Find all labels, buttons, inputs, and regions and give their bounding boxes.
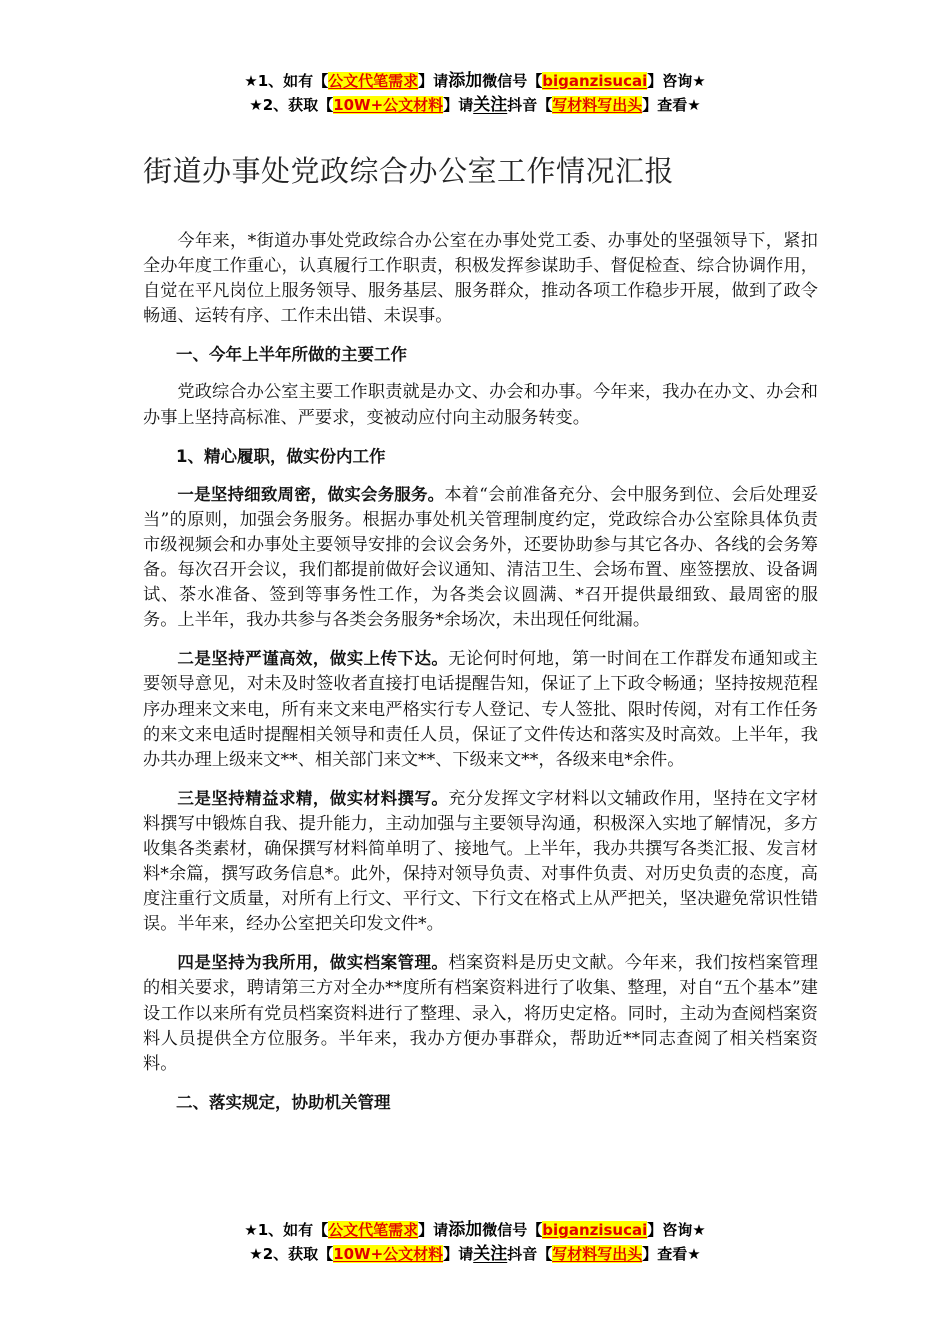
douyin-account-highlight: 写材料写出头 [552,96,643,114]
promo-emphasis: 关注 [473,95,508,115]
promo-line-1 [0,69,950,93]
promo-text: 】请 [418,72,449,90]
promo-text: 抖音【 [507,1245,553,1263]
promo-text: ★1、如有【 [244,72,329,90]
promo-text: 】查看★ [642,96,701,114]
promo-emphasis: 添加 [448,1220,483,1240]
promo-line-1 [0,1218,950,1242]
promo-highlight: 公文代笔需求 [328,72,419,90]
subsection-heading-1: 1、精心履职，做实份内工作 [176,446,386,466]
promo-text: 抖音【 [507,96,553,114]
item-text: 档案资料是历史文献。今年来，我们按档案管理的相关要求，聘请第三方对全办**度所有档案资料进行了收集、整理，对自“五个基本”建设工作以来所有党员档案资料进行了整理、录入，将历史定格。同时，主动为查阅档案资料人员提供全方位服务。半年来，我办方便办事群众，帮助近**同志查阅了相关档案资料。 [143,953,818,1074]
item-paragraph-4 [143,950,818,1076]
intro-paragraph: 今年来，*街道办事处党政综合办公室在办事处党工委、办事处的坚强领导下，紧扣全办年度工作重心，认真履行工作职责，积极发挥参谋助手、督促检查、综合协调作用，自觉在平凡岗位上服务领导、服务基层、服务群众，推动各项工作稳步开展，做到了政令畅通、运转有序、工作未出错、未误事。 [143,231,818,327]
section-intro-paragraph: 党政综合办公室主要工作职责就是办文、办会和办事。今年来，我办在办文、办会和办事上坚持高标准、严要求，变被动应付向主动服务转变。 [143,382,818,428]
document-body [143,229,818,1128]
promo-text: 】咨询★ [647,72,706,90]
promo-banner-top [0,69,950,117]
section-heading-1: 一、今年上半年所做的主要工作 [176,345,407,365]
promo-text: 】请 [418,1221,449,1239]
item-text: 充分发挥文字材料以文辅政作用，坚持在文字材料撰写中锻炼自我、提升能力，主动加强与主要领导沟通，积极深入实地了解情况，多方收集各类素材，确保撰写材料简单明了、接地气。上半年，我办共撰写各类汇报、发言材料*余篇，撰写政务信息*。此外，保持对领导负责、对事件负责、对历史负责的态度，高度注重行文质量，对所有上行文、平行文、下行文在格式上从严把关，坚决避免常识性错误。半年来，经办公室把关印发文件*。 [143,788,818,935]
promo-emphasis: 关注 [473,1244,508,1264]
promo-highlight: 10W+公文材料 [333,1245,444,1263]
item-text: 本着“会前准备充分、会中服务到位、会后处理妥当”的原则，加强会务服务。根据办事处机关管理制度约定，党政综合办公室除具体负责市级视频会和办事处主要领导安排的会议会务外，还要协助参与其它各办、各线的会务筹备。每次召开会议，我们都提前做好会议通知、清洁卫生、会场布置、座签摆放、设备调试、茶水准备、签到等事务性工作，为各类会议圆满、*召开提供最细致、最周密的服务。上半年，我办共参与各类会务服务*余场次，未出现任何纰漏。 [143,484,819,631]
item-lead: 三是坚持精益求精，做实材料撰写。 [177,788,449,808]
item-lead: 四是坚持为我所用，做实档案管理。 [177,953,449,973]
douyin-account-highlight: 写材料写出头 [552,1245,643,1263]
promo-line-2 [0,1242,950,1266]
section-heading-2: 二、落实规定，协助机关管理 [176,1092,391,1112]
promo-emphasis: 添加 [448,71,483,91]
promo-text: ★1、如有【 [244,1221,329,1239]
document-title: 街道办事处党政综合办公室工作情况汇报 [143,154,675,188]
promo-highlight: 公文代笔需求 [328,1221,419,1239]
item-paragraph-1 [143,482,818,634]
item-lead: 二是坚持严谨高效，做实上传下达。 [177,649,449,669]
wechat-id-highlight: biganzisucai [542,1221,648,1239]
promo-text: 】请 [443,1245,474,1263]
wechat-id-highlight: biganzisucai [542,72,648,90]
promo-text: 微信号【 [482,72,543,90]
promo-text: 微信号【 [482,1221,543,1239]
promo-text: 】请 [443,96,474,114]
item-lead: 一是坚持细致周密，做实会务服务。 [177,484,445,504]
promo-text: ★2、获取【 [249,1245,334,1263]
promo-text: ★2、获取【 [249,96,334,114]
promo-banner-bottom [0,1218,950,1266]
promo-text: 】查看★ [642,1245,701,1263]
item-paragraph-3 [143,786,818,938]
item-text: 无论何时何地，第一时间在工作群发布通知或主要领导意见，对未及时签收者直接打电话提醒告知，保证了上下政令畅通；坚持按规范程序办理来文来电，所有来文来电严格实行专人登记、专人签批、限时传阅，对有工作任务的来文来电适时提醒相关领导和责任人员，保证了文件传达和落实及时高效。上半年，我办共办理上级来文**、相关部门来文**、下级来文**，各级来电*余件。 [143,649,818,770]
promo-text: 】咨询★ [647,1221,706,1239]
promo-highlight: 10W+公文材料 [333,96,444,114]
item-paragraph-2 [143,646,818,772]
promo-line-2 [0,93,950,117]
